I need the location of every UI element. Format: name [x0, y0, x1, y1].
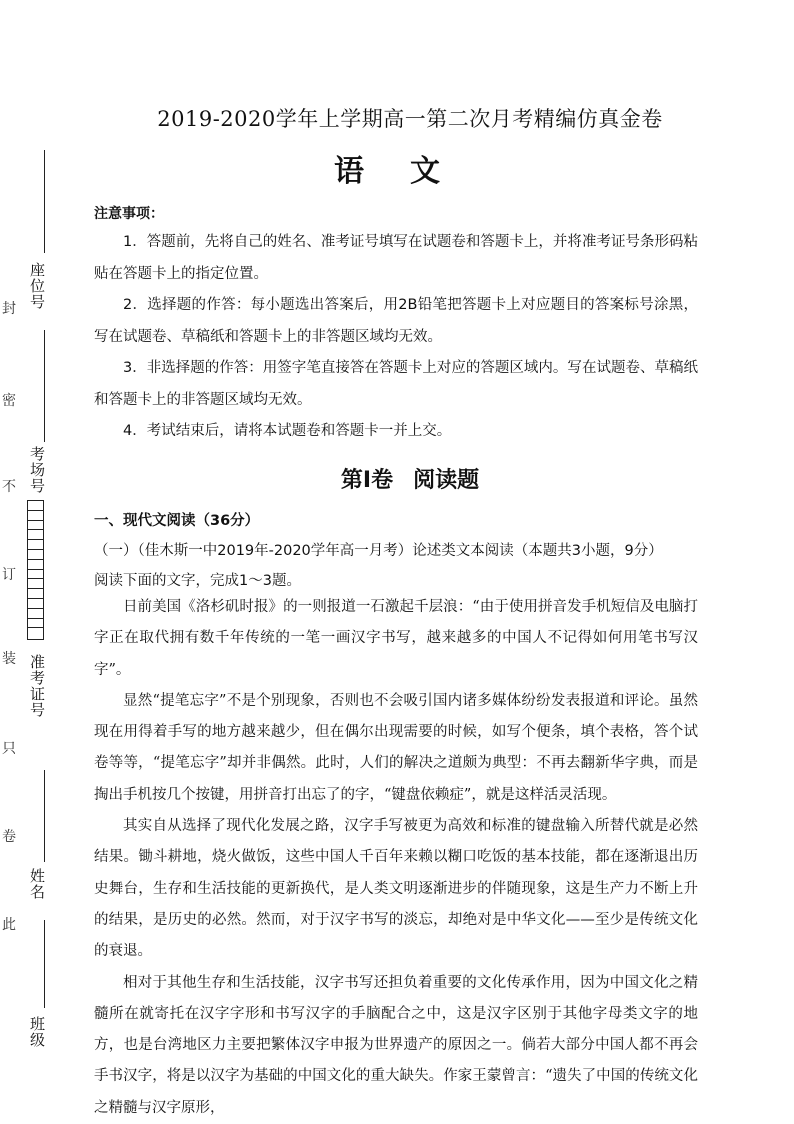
- notice-item: 4．考试结束后，请将本试题卷和答题卡一并上交。: [123, 423, 452, 439]
- article-paragraph: 显然“提笔忘字”不是个别现象，否则也不会吸引国内诸多媒体纷纷发表报道和评论。虽然现在用得着手写的地方越来越少，但在偶尔出现需要的时候，如写个便条，填个表格，答个试卷等等，“提笔忘字”却并非偶然。此时，人们的解决之道颇为典型：不再去翻新华字典，而是掏出手机按几个按键，用拼音打出忘了的字，“键盘依赖症”，就是这样活灵活现。: [94, 692, 698, 803]
- name-line: [44, 770, 45, 862]
- section-subheading: （一）（佳木斯一中2019年-2020学年高一月考）论述类文本阅读（本题共3小题，9分）: [94, 543, 663, 559]
- section-instruction: 阅读下面的文字，完成1～3题。: [94, 573, 301, 589]
- section-heading: 一、现代文阅读（36分）: [94, 513, 260, 529]
- notice-item: 1．答题前，先将自己的姓名、准考证号填写在试题卷和答题卡上，并将准考证号条形码粘贴在答题卡上的指定位置。: [94, 234, 698, 282]
- part-heading: [80, 463, 740, 494]
- reading-article: [94, 592, 698, 1124]
- admission-number-label: 准考证号: [28, 654, 46, 718]
- article-paragraph: 日前美国《洛杉矶时报》的一则报道一石激起千层浪：“由于使用拼音发手机短信及电脑打字正在取代拥有数千年传统的一笔一画汉字书写，越来越多的中国人不记得如何用笔书写汉字”。: [94, 599, 698, 678]
- exam-title: 2019-2020学年上学期高一第二次月考精编仿真金卷: [157, 107, 663, 131]
- seal-char: 只: [2, 741, 16, 757]
- name-label: 姓名: [28, 868, 46, 900]
- exam-room-label: 考场号: [28, 446, 46, 494]
- notice-item: 2．选择题的作答：每小题选出答案后，用2B铅笔把答题卡上对应题目的答案标号涂黑，写在试题卷、草稿纸和答题卡上的非答题区域均无效。: [94, 297, 698, 345]
- article-paragraph: 其实自从选择了现代化发展之路，汉字手写被更为高效和标准的键盘输入所替代就是必然结果。锄斗耕地，烧火做饭，这些中国人千百年来赖以糊口吃饭的基本技能，都在逐渐退出历史舞台，生存和生活技能的更新换代，是人类文明逐渐进步的伴随现象，这是生产力不断上升的结果，是历史的必然。然而，对于汉字书写的淡忘，却绝对是中华文化——至少是传统文化的衰退。: [94, 818, 698, 960]
- part-name: 阅读题: [413, 468, 480, 493]
- seal-char: 不: [2, 479, 16, 495]
- exam-room-line: [44, 330, 45, 442]
- seal-char: 装: [2, 651, 16, 667]
- notice-heading: 注意事项：: [94, 206, 164, 222]
- notice-item: 3．非选择题的作答：用签字笔直接答在答题卡上对应的答题区域内。写在试题卷、草稿纸和答题卡上的非答题区域均无效。: [94, 360, 698, 408]
- seat-number-label: 座位号: [28, 262, 46, 310]
- class-line: [44, 920, 45, 1008]
- seal-char: 此: [2, 917, 16, 933]
- seal-char: 卷: [2, 829, 16, 845]
- part-label: 第Ⅰ卷: [340, 468, 394, 493]
- seal-char: 订: [2, 567, 16, 583]
- article-paragraph: 相对于其他生存和生活技能，汉字书写还担负着重要的文化传承作用，因为中国文化之精髓所在就寄托在汉字字形和书写汉字的手脑配合之中，这是汉字区别于其他字母类文字的地方，也是台湾地区力主要把繁体汉字申报为世界遗产的原因之一。倘若大部分中国人都不再会手书汉字，将是以汉字为基础的中国文化的重大缺失。作家王蒙曾言：“遗失了中国的传统文化之精髓与汉字原形，: [94, 974, 698, 1116]
- admission-number-grid: [27, 500, 44, 640]
- seal-char: 密: [2, 393, 16, 409]
- subject-title: 语文: [334, 154, 486, 189]
- class-label: 班级: [28, 1016, 46, 1048]
- seal-char: 封: [2, 301, 16, 317]
- notice-list: [94, 227, 698, 448]
- seat-number-line: [44, 150, 45, 253]
